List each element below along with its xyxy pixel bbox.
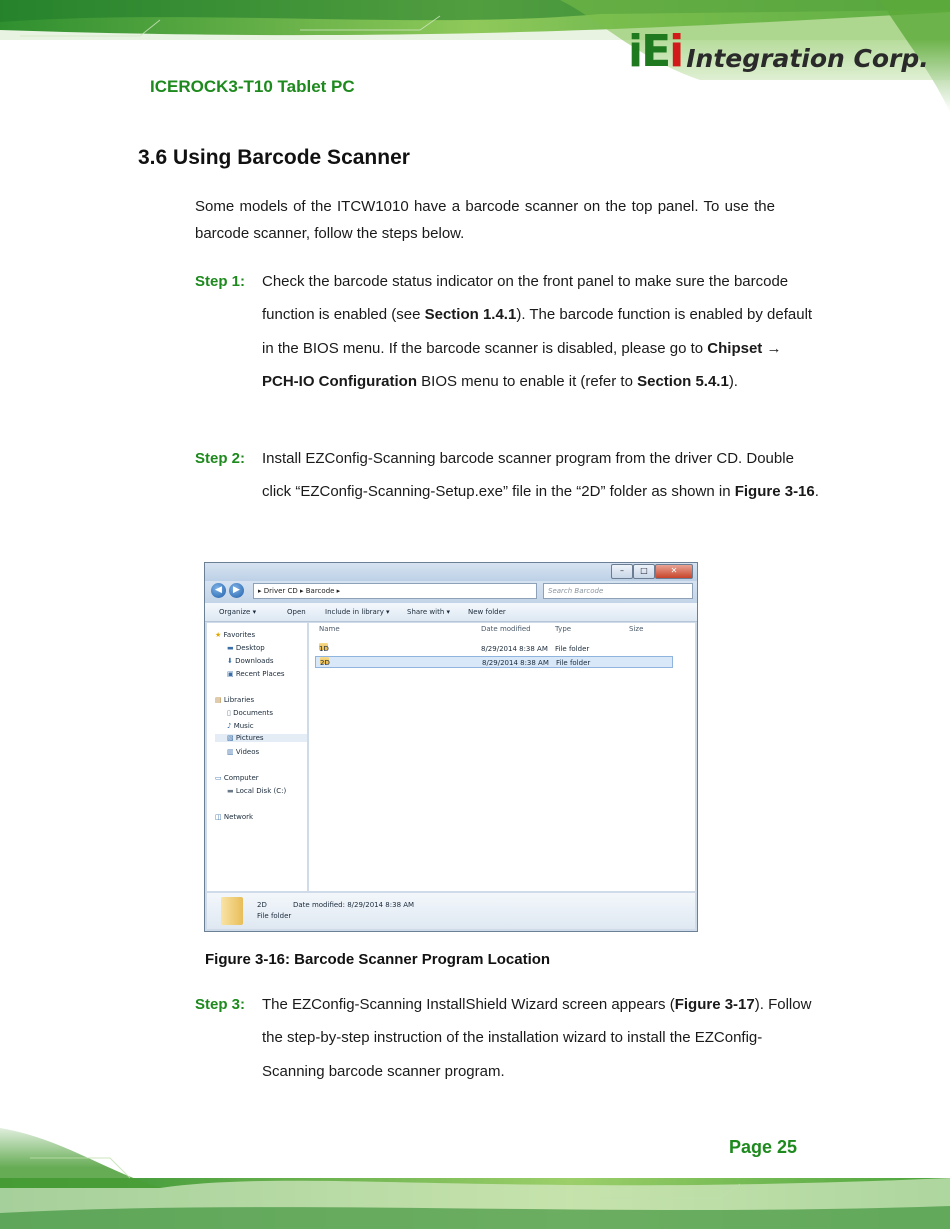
details-pane	[207, 893, 695, 929]
step-1-text: Check the barcode status indicator on the front panel to make sure the barcode function is enabled (see Section 1.4.1). The barcode function is enabled by default in the BIOS menu. If the barcode scanner is disabled, please go to Chipset → PCH-IO Configuration BIOS menu to enable it (refer to Section 5.4.1).	[262, 273, 813, 391]
organize-button[interactable]: Organize ▾	[219, 608, 257, 616]
section-ref-5-4-1: Section 5.4.1	[637, 373, 729, 391]
figure-3-17-ref: Figure 3-17	[674, 996, 755, 1013]
folder-icon	[221, 897, 243, 925]
music-icon: ♪	[227, 722, 232, 730]
nav-computer[interactable]: ▭ Computer	[215, 774, 259, 782]
file-row[interactable]: 1D 8/29/2014 8:38 AM File folder	[319, 645, 590, 653]
document-icon: ▯	[227, 709, 231, 717]
nav-recent-places[interactable]: ▣ Recent Places	[227, 670, 285, 678]
nav-network[interactable]: ◫ Network	[215, 813, 254, 821]
nav-local-disk[interactable]: ▬ Local Disk (C:)	[227, 787, 287, 795]
footer-banner-graphic	[0, 1118, 950, 1229]
step-2-text: Install EZConfig-Scanning barcode scanner program from the driver CD. Double click “EZConfig-Scanning-Setup.exe” file in the “2D” folder as shown in Figure 3-16.	[262, 450, 819, 501]
nav-music[interactable]: ♪ Music	[227, 722, 254, 730]
step-3-label: Step 3:	[195, 996, 246, 1013]
video-icon: ▥	[227, 748, 234, 756]
column-header-date[interactable]: Date modified	[481, 625, 531, 633]
disk-icon: ▬	[227, 787, 234, 795]
desktop-icon: ▬	[227, 644, 234, 652]
window-titlebar	[205, 563, 697, 581]
column-header-size[interactable]: Size	[629, 625, 644, 633]
section-ref-1-4-1: Section 1.4.1	[424, 306, 517, 324]
maximize-button[interactable]: □	[633, 564, 655, 579]
chipset-menu-ref: Chipset	[707, 339, 763, 357]
nav-documents[interactable]: ▯ Documents	[227, 709, 274, 717]
nav-libraries[interactable]: ▤ Libraries	[215, 696, 255, 704]
details-name: 2D	[257, 901, 267, 909]
picture-icon: ▧	[227, 734, 234, 742]
details-type: File folder	[257, 912, 292, 920]
details-modified: Date modified: 8/29/2014 8:38 AM	[293, 901, 415, 909]
company-logo: iEi Integration Corp.	[628, 26, 929, 77]
file-row-selected[interactable]: 2D 8/29/2014 8:38 AM File folder	[315, 656, 673, 668]
page-number: Page 25	[729, 1137, 798, 1157]
document-title: ICEROCK3-T10 Tablet PC	[150, 77, 355, 96]
nav-videos[interactable]: ▥ Videos	[227, 748, 260, 756]
close-button[interactable]: ✕	[655, 564, 693, 579]
include-in-library-button[interactable]: Include in library ▾	[325, 608, 390, 616]
figure-3-16-ref: Figure 3-16	[734, 483, 815, 501]
address-row	[205, 581, 697, 603]
step-3-text: The EZConfig-Scanning InstallShield Wizard screen appears (Figure 3-17). Follow the step-by-step instruction of the installation wizard to install the EZConfig-Scanning barcode scanner program.	[262, 996, 812, 1080]
computer-icon: ▭	[215, 774, 222, 782]
figure-caption: Figure 3-16: Barcode Scanner Program Location	[205, 951, 551, 968]
file-list-pane	[309, 623, 695, 891]
open-button[interactable]: Open	[287, 608, 306, 616]
command-toolbar	[205, 603, 697, 622]
recent-icon: ▣	[227, 670, 234, 678]
download-icon: ⬇	[227, 657, 233, 665]
section-heading: 3.6 Using Barcode Scanner	[138, 146, 410, 169]
address-bar[interactable]: ▸ Driver CD ▸ Barcode ▸	[253, 583, 537, 599]
back-arrow-icon[interactable]: ◀	[211, 583, 226, 598]
new-folder-button[interactable]: New folder	[468, 608, 506, 616]
page-footer	[0, 1118, 950, 1229]
search-input[interactable]: Search Barcode	[543, 583, 693, 599]
share-with-button[interactable]: Share with ▾	[407, 608, 451, 616]
step-1-label: Step 1:	[195, 273, 246, 290]
nav-desktop[interactable]: ▬ Desktop	[227, 644, 265, 652]
navigation-pane	[207, 623, 307, 891]
step-2-label: Step 2:	[195, 450, 246, 467]
network-icon: ◫	[215, 813, 222, 821]
column-header-type[interactable]: Type	[555, 625, 572, 633]
explorer-window-screenshot	[204, 562, 698, 932]
minimize-button[interactable]: –	[611, 564, 633, 579]
column-header-name[interactable]: Name	[319, 625, 340, 633]
nav-downloads[interactable]: ⬇ Downloads	[227, 657, 274, 665]
page-header	[0, 0, 950, 112]
pch-io-menu-ref: PCH-IO Configuration	[262, 373, 417, 391]
intro-paragraph: Some models of the ITCW1010 have a barcode scanner on the top panel. To use the barcode scanner, follow the steps below.	[195, 198, 775, 242]
nav-favorites[interactable]: ★ Favorites	[215, 631, 256, 639]
library-icon: ▤	[215, 696, 222, 704]
star-icon: ★	[215, 631, 222, 639]
forward-arrow-icon[interactable]: ▶	[229, 583, 244, 598]
nav-pictures[interactable]: ▧ Pictures	[215, 734, 307, 742]
